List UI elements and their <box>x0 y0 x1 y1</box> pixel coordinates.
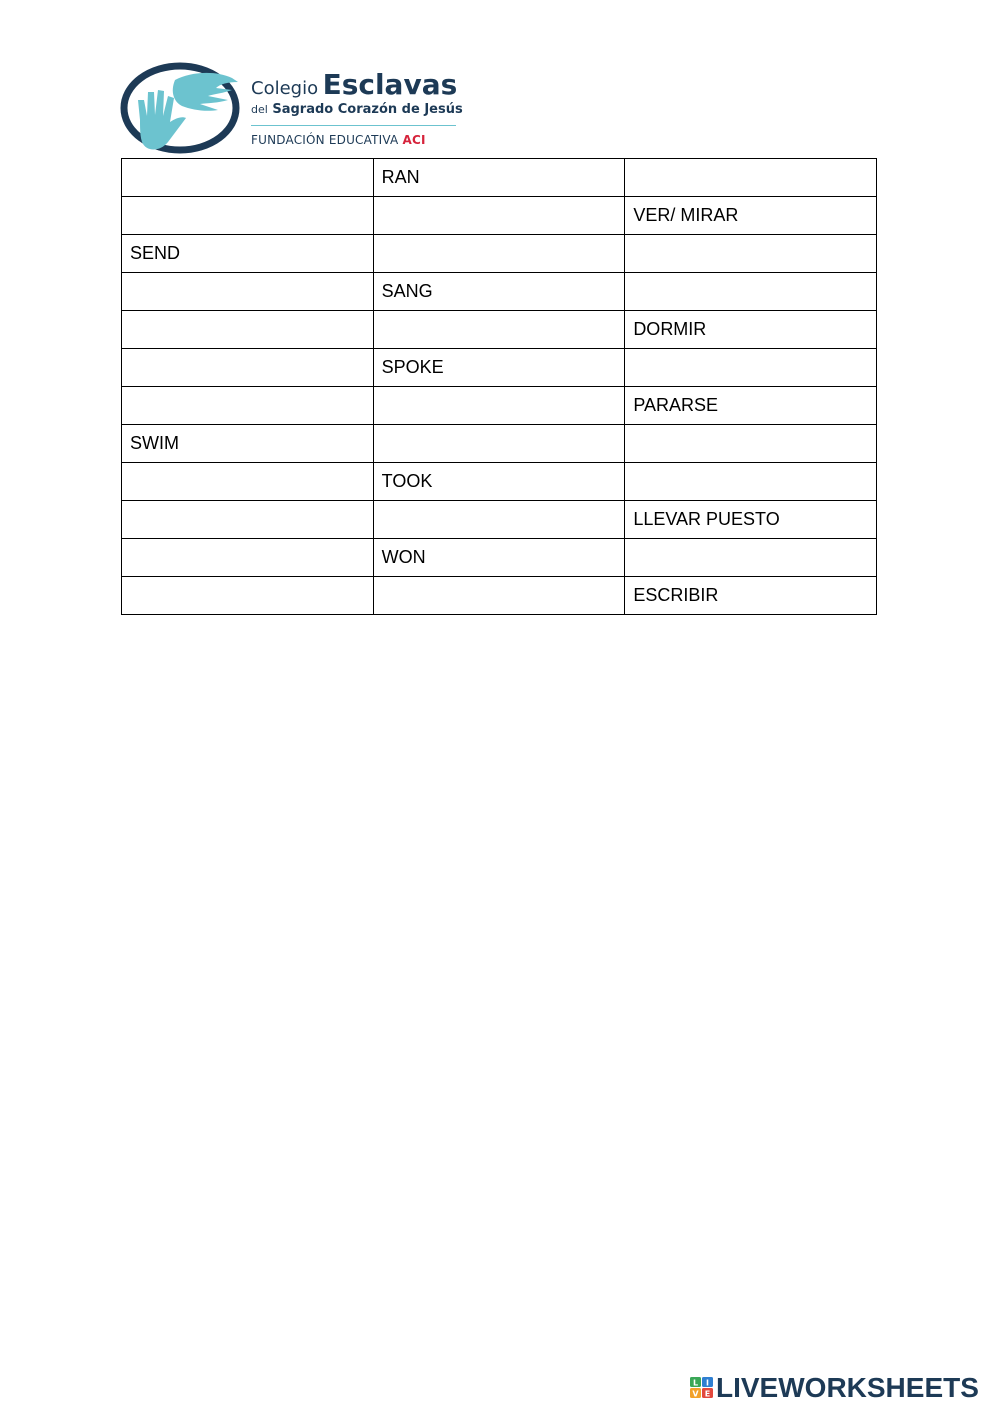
table-row <box>122 387 877 425</box>
table-row <box>122 463 877 501</box>
table-row <box>122 273 877 311</box>
logo-esclavas: Esclavas <box>322 68 458 101</box>
table-cell <box>122 577 374 615</box>
badge-letter: I <box>706 1378 709 1388</box>
table-cell: WON <box>373 539 625 577</box>
table-row <box>122 311 877 349</box>
table-cell <box>373 425 625 463</box>
table-row <box>122 577 877 615</box>
table-cell <box>373 235 625 273</box>
badge-letter: V <box>692 1389 699 1399</box>
table-cell: ESCRIBIR <box>625 577 877 615</box>
table-cell <box>625 463 877 501</box>
badge-letter: L <box>692 1378 699 1388</box>
table-cell <box>625 235 877 273</box>
table-cell <box>373 501 625 539</box>
liveworksheets-wordmark: LIVEWORKSHEETS <box>716 1372 979 1403</box>
table-cell <box>122 501 374 539</box>
table-cell <box>625 159 877 197</box>
logo-subtitle-line <box>251 102 463 117</box>
table-cell <box>625 349 877 387</box>
table-row <box>122 159 877 197</box>
table-cell: SEND <box>122 235 374 273</box>
logo-colegio: Colegio <box>251 78 319 99</box>
table-cell <box>625 273 877 311</box>
logo-del: del <box>251 103 268 116</box>
table-cell: PARARSE <box>625 387 877 425</box>
table-cell <box>122 387 374 425</box>
badge-letter: E <box>704 1389 711 1399</box>
table-cell <box>122 197 374 235</box>
table-row <box>122 501 877 539</box>
table-cell <box>122 349 374 387</box>
table-row <box>122 197 877 235</box>
table-cell <box>122 539 374 577</box>
table-cell: SPOKE <box>373 349 625 387</box>
table-cell: TOOK <box>373 463 625 501</box>
logo-aci: ACI <box>402 133 426 147</box>
hands-logo-icon <box>120 60 245 155</box>
table-row <box>122 235 877 273</box>
logo-sagrado: Sagrado Corazón de Jesús <box>272 102 463 117</box>
table-cell <box>373 197 625 235</box>
table-cell <box>625 539 877 577</box>
table-cell <box>373 387 625 425</box>
table-cell: LLEVAR PUESTO <box>625 501 877 539</box>
logo-foundation-line <box>251 133 426 147</box>
table-cell <box>625 425 877 463</box>
table-row <box>122 349 877 387</box>
table-cell: RAN <box>373 159 625 197</box>
table-cell <box>122 273 374 311</box>
table-cell: DORMIR <box>625 311 877 349</box>
logo-divider <box>251 125 456 126</box>
logo-fundacion: FUNDACIÓN EDUCATIVA <box>251 133 399 147</box>
table-cell: VER/ MIRAR <box>625 197 877 235</box>
liveworksheets-badge-icon <box>690 1377 714 1399</box>
table-row <box>122 425 877 463</box>
table-cell: SWIM <box>122 425 374 463</box>
table-cell <box>122 159 374 197</box>
table-row <box>122 539 877 577</box>
verb-table <box>121 158 877 615</box>
table-cell: SANG <box>373 273 625 311</box>
school-logo <box>120 60 465 155</box>
table-cell <box>373 577 625 615</box>
verb-table-body <box>122 159 877 615</box>
table-cell <box>373 311 625 349</box>
table-cell <box>122 463 374 501</box>
table-cell <box>122 311 374 349</box>
